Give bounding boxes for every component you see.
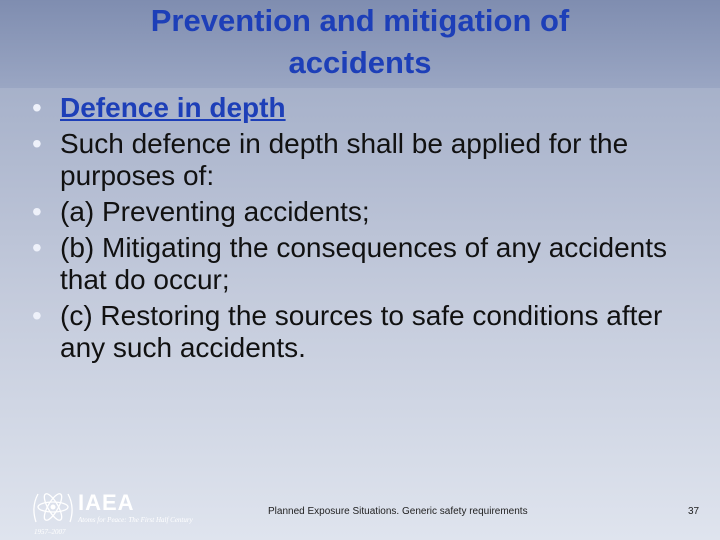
page-number: 37: [688, 506, 700, 517]
footer-text: Planned Exposure Situations. Generic safety requirements: [268, 506, 528, 517]
bullet-text: Such defence in depth shall be applied for the purposes of:: [60, 128, 629, 191]
bullet-text: (c) Restoring the sources to safe conditions after any such accidents.: [60, 300, 663, 363]
logo-years: 1957–2007: [34, 528, 66, 536]
iaea-atom-emblem-icon: [28, 482, 78, 532]
logo-name: IAEA: [78, 490, 135, 515]
bullet-item: [30, 232, 700, 296]
bullet-icon: •: [32, 232, 42, 263]
slide-title: Prevention and mitigation of accidents: [150, 3, 570, 80]
bullet-item: [30, 196, 700, 228]
bullet-icon: •: [32, 128, 42, 159]
bullet-item: [30, 300, 700, 364]
bullet-icon: •: [32, 196, 42, 227]
bullet-icon: •: [32, 92, 42, 123]
logo-tagline: Atoms for Peace: The First Half Century: [78, 516, 193, 524]
bullet-item: [30, 92, 700, 124]
bullet-text: (a) Preventing accidents;: [60, 196, 370, 227]
bullet-item: [30, 128, 700, 192]
bullet-list: [30, 92, 700, 368]
bullet-text: Defence in depth: [60, 92, 286, 123]
bullet-icon: •: [32, 300, 42, 331]
iaea-logo: [28, 482, 218, 536]
bullet-text: (b) Mitigating the consequences of any accidents that do occur;: [60, 232, 668, 295]
